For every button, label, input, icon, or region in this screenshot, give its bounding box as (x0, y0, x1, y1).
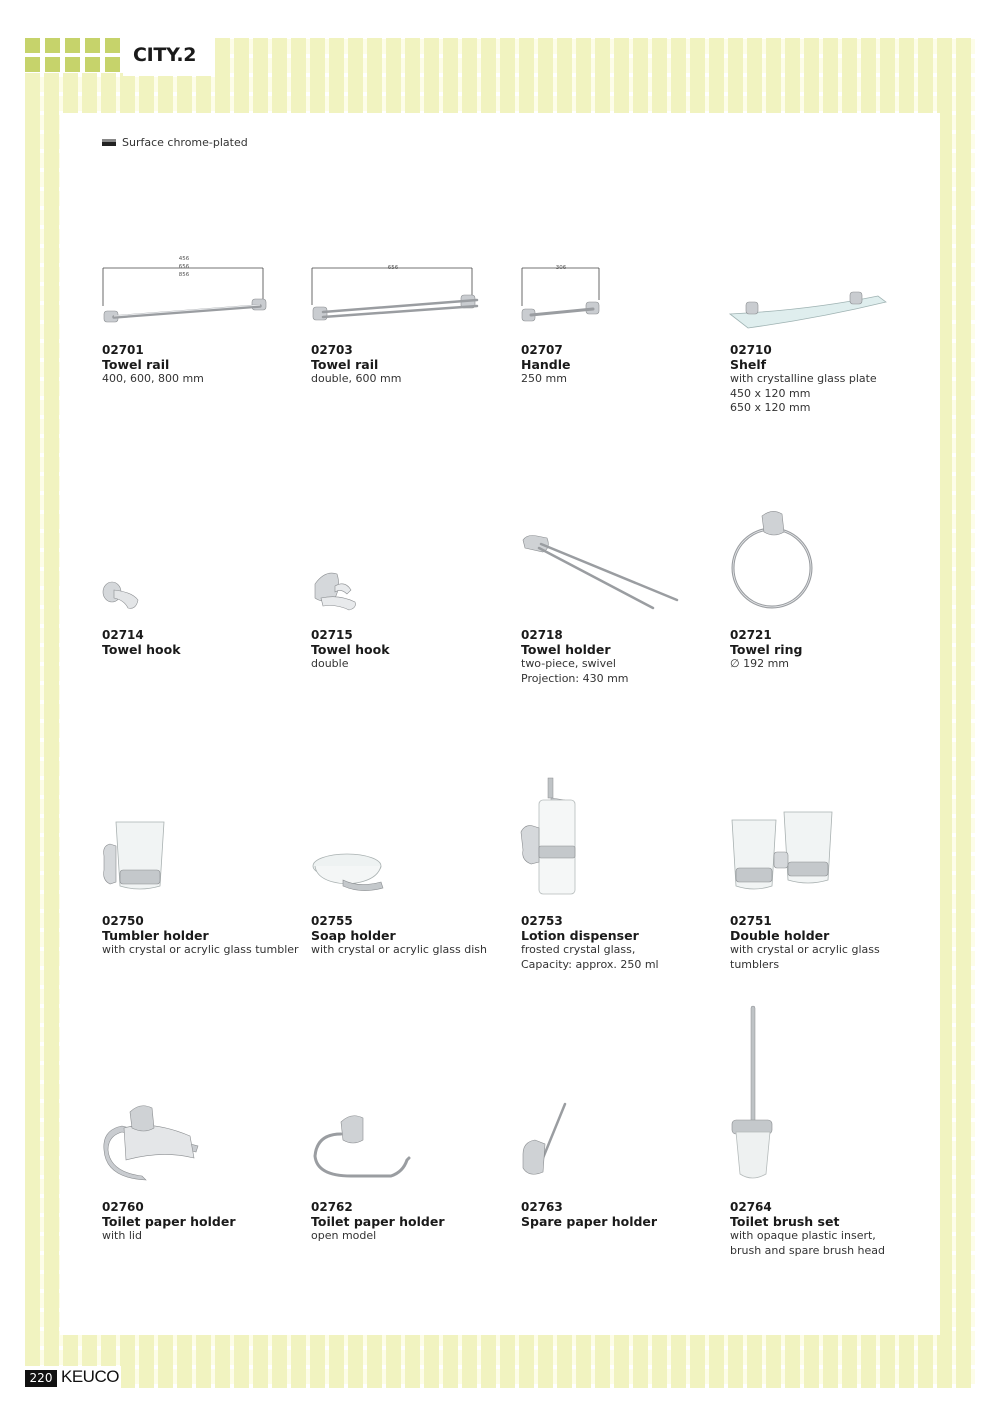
product-desc: two-piece, swivel (521, 657, 616, 670)
product-desc: 450 x 120 mm (730, 386, 811, 400)
product-code: 02755 (311, 914, 353, 928)
product-desc: with lid (102, 1229, 142, 1242)
product-02714 (102, 500, 302, 660)
product-name: Toilet paper holder (102, 1214, 236, 1229)
product-02750 (102, 770, 302, 970)
product-02764 (730, 1000, 930, 1260)
towel-hook-image (102, 500, 302, 620)
product-code: 02703 (311, 343, 353, 357)
product-name: Towel rail (311, 357, 379, 372)
tumbler-holder-image (102, 770, 302, 900)
product-name: Soap holder (311, 928, 396, 943)
product-02721 (730, 500, 930, 670)
product-code: 02751 (730, 914, 772, 928)
product-02701 (102, 250, 302, 400)
product-name: Shelf (730, 357, 767, 372)
dim-label: 306 (555, 265, 567, 271)
product-name: Towel hook (311, 642, 390, 657)
swivel-towel-holder-image (521, 500, 721, 620)
product-name: Spare paper holder (521, 1214, 658, 1229)
product-name: Toilet brush set (730, 1214, 840, 1229)
product-desc: with crystal or acrylic glass dish (311, 943, 487, 956)
product-code: 02764 (730, 1200, 772, 1214)
product-desc: brush and spare brush head (730, 1243, 886, 1257)
product-code: 02750 (102, 914, 144, 928)
product-code: 02715 (311, 628, 353, 642)
product-code: 02707 (521, 343, 563, 357)
handle-image (521, 250, 721, 330)
product-desc: with opaque plastic insert, (730, 1229, 876, 1242)
product-name: Towel rail (102, 357, 170, 372)
product-02753 (521, 770, 721, 980)
glass-shelf-image (730, 250, 930, 330)
product-name: Double holder (730, 928, 830, 943)
product-02763 (521, 1000, 721, 1250)
towel-rail-image (102, 250, 302, 330)
toilet-brush-set-image (730, 1000, 930, 1200)
product-desc: double, 600 mm (311, 372, 402, 385)
product-code: 02753 (521, 914, 563, 928)
dim-label: 456 (178, 256, 190, 262)
product-name: Lotion dispenser (521, 928, 639, 943)
product-code: 02763 (521, 1200, 563, 1214)
product-code: 02714 (102, 628, 144, 642)
product-desc: frosted crystal glass, (521, 943, 636, 956)
surface-legend (102, 136, 248, 149)
product-name: Towel holder (521, 642, 611, 657)
product-desc: with crystal or acrylic glass tumbler (102, 943, 299, 956)
product-02762 (311, 1000, 511, 1250)
product-code: 02718 (521, 628, 563, 642)
product-desc: open model (311, 1229, 377, 1242)
product-desc: double (311, 657, 349, 670)
product-name: Towel ring (730, 642, 803, 657)
product-02715 (311, 500, 511, 670)
product-02703 (311, 250, 511, 400)
page-number: 220 (25, 1370, 57, 1387)
product-desc: Capacity: approx. 250 ml (521, 957, 659, 971)
product-desc: with crystal or acrylic glass tumblers (730, 943, 880, 971)
soap-holder-image (311, 770, 511, 900)
spare-paper-holder-image (521, 1000, 721, 1200)
product-desc: 650 x 120 mm (730, 401, 811, 414)
product-code: 02760 (102, 1200, 144, 1214)
product-name: Towel hook (102, 642, 181, 657)
brand-logo: KEUCO (61, 1367, 119, 1386)
product-code: 02721 (730, 628, 772, 642)
product-code: 02701 (102, 343, 144, 357)
toilet-paper-holder-lid-image (102, 1000, 302, 1200)
product-desc: ∅ 192 mm (730, 657, 790, 670)
surface-label: Surface chrome-plated (122, 136, 248, 149)
product-desc: 400, 600, 800 mm (102, 372, 204, 385)
product-code: 02710 (730, 343, 772, 357)
product-desc: with crystalline glass plate (730, 372, 877, 385)
double-tumbler-holder-image (730, 770, 930, 900)
double-towel-hook-image (311, 500, 511, 620)
product-02707 (521, 250, 721, 400)
dim-label: 656 (387, 265, 399, 271)
product-02751 (730, 770, 930, 970)
product-name: Tumbler holder (102, 928, 209, 943)
towel-ring-image (730, 500, 930, 620)
product-name: Handle (521, 357, 571, 372)
product-02718 (521, 500, 721, 685)
product-02755 (311, 770, 511, 970)
page-title: CITY.2 (133, 44, 197, 66)
product-desc: 250 mm (521, 372, 567, 385)
double-towel-rail-image (311, 250, 511, 330)
dim-label: 656 (178, 264, 190, 270)
product-desc: Projection: 430 mm (521, 671, 629, 685)
product-code: 02762 (311, 1200, 353, 1214)
product-name: Toilet paper holder (311, 1214, 445, 1229)
product-02760 (102, 1000, 302, 1250)
chrome-swatch-icon (102, 139, 116, 146)
lotion-dispenser-image (521, 770, 721, 900)
toilet-paper-holder-open-image (311, 1000, 511, 1200)
dim-label: 856 (178, 272, 190, 278)
header-tile-logo (25, 38, 120, 72)
product-02710 (730, 250, 930, 420)
